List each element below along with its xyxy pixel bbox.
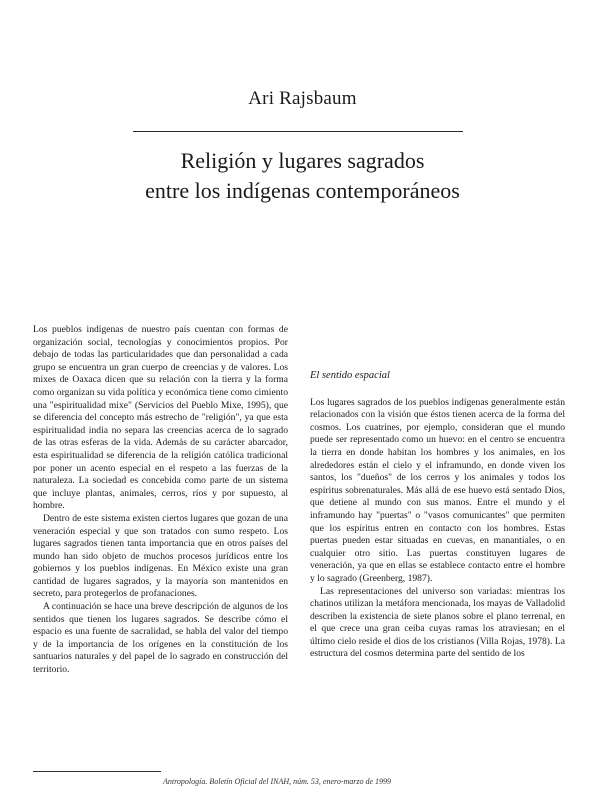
page-footer: Antropología. Boletín Oficial del INAH, núm. 53, enero-marzo de 1999 [163,777,392,786]
footer-rule [33,771,161,772]
author-name: Ari Rajsbaum [248,88,357,109]
section-subheading: El sentido espacial [310,370,390,381]
right-column [310,370,565,661]
paragraph: Los lugares sagrados de los pueblos indígenas generalmente están relacionados con la visión que éstos tienen acerca de la forma del cosmos. Los cuatrines, por ejemplo, consideran que el mundo puede ser representado como un huevo: en el centro se encuentra la tierra en donde habitan los hombres y los animales, en los alrededores están el cielo y el inframundo, en donde viven los santos, los "dueños" de los cerros y los animales y todos los espíritus sobrenaturales. Más allá de ese huevo está sentado Dios, que detiene al mundo con sus manos. Entre el mundo y el inframundo hay "puertas" o "vasos comunicantes" que permiten que los espíritus entren en contacto con los hombres. Estas puertas pueden estar situadas en cuevas, en manantiales, o en cualquier otro sitio. Las puertas constituyen lugares de veneración, ya que en ellas se establece contacto entre el hombre y lo sagrado (Greenberg, 1987). [310,396,565,584]
paragraph: Los pueblos indígenas de nuestro país cuentan con formas de organización social, tecnologías y conocimientos propios. Por debajo de todas las particularidades que dan personalidad a cada grupo se encuentra un gran cuerpo de creencias y de valores. Los mixes de Oaxaca dicen que su relación con la tierra y la forma como organizan su vida política y económica tiene como cimiento una "espiritualidad mixe" (Servicios del Pueblo Mixe, 1995), que se diferencia del concepto más estrecho de "religión", ya que esta espiritualidad india no separa las creencias acerca de lo sagrado de las otras esferas de la vida. Además de su carácter abarcador, esta espiritualidad se diferencia de la religión católica tradicional por poner un acento especial en el respeto a las fuerzas de la naturaleza. La sociedad es concebida como parte de un sistema que incluye plantas, animales, cerros, ríos y por supuesto, al hombre. [33,324,288,512]
paragraph: A continuación se hace una breve descripción de algunos de los sentidos que tienen los lugares sagrados. Se describe cómo el espacio es una fuente de sacralidad, se habla del valor del tiempo y de la importancia de los orígenes en la constitución de los santuarios naturales y del papel de lo sagrado en construcción del territorio. [33,601,288,676]
paragraph: Dentro de este sistema existen ciertos lugares que gozan de una veneración especial y que son tratados con sumo respeto. Los lugares sagrados tienen tanta importancia que en otros países del mundo han sido objeto de muchos procesos jurídicos entre los gobiernos y los pueblos indígenas. En México existe una gran cantidad de lugares sagrados, y la mayoría son mantenidos en secreto, para protegerlos de profanaciones. [33,512,288,600]
title-rule [133,131,463,132]
title-line-1: Religión y lugares sagrados [180,148,425,173]
left-column [33,324,288,677]
article-title [0,146,605,206]
title-line-2: entre los indígenas contemporáneos [145,178,460,203]
paragraph: Las representaciones del universo son variadas: mientras los chatinos utilizan la metáfora mencionada, los mayas de Valladolid describen la existencia de siete planos sobre el plano terrenal, en el que crece una gran ceiba cuyas ramas los atraviesan; en el último cielo reside el dios de los cristianos (Villa Rojas, 1978). La estructura del cosmos determina parte del sentido de los [310,585,565,660]
